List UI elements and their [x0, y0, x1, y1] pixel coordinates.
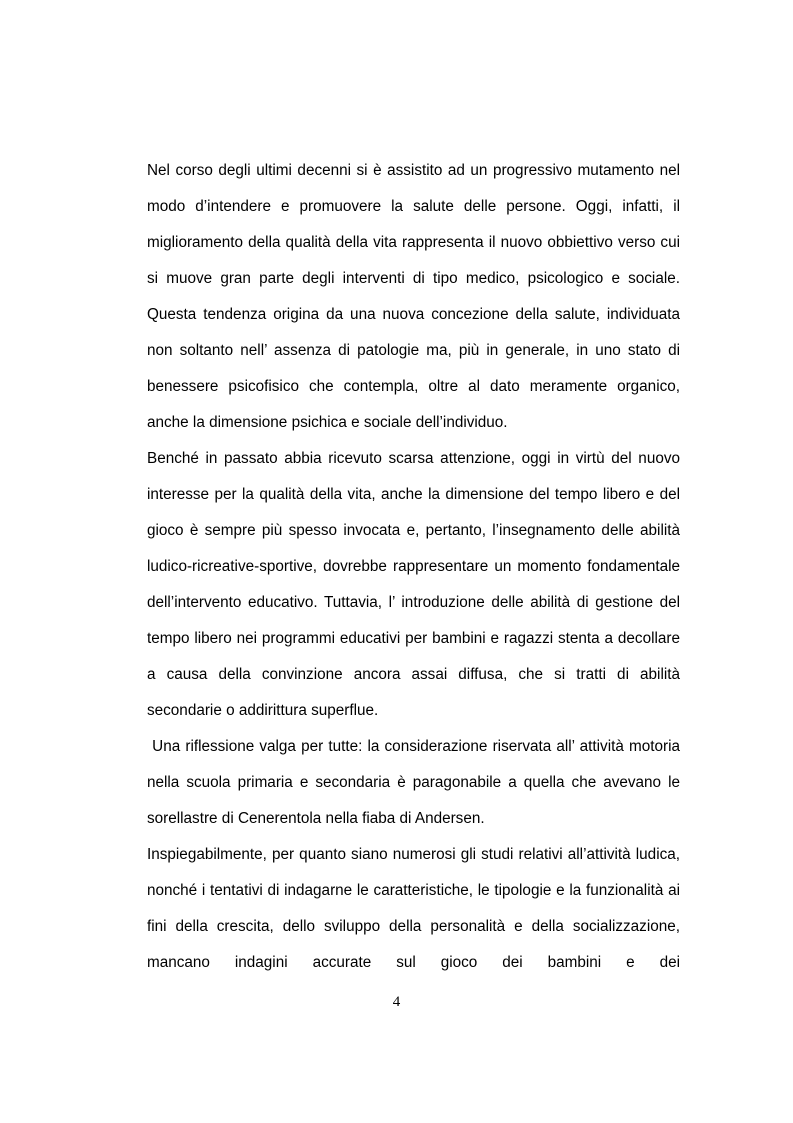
body-text — [147, 153, 685, 981]
paragraph-2: Benché in passato abbia ricevuto scarsa attenzione, oggi in virtù del nuovo interesse per la qualità della vita, anche la dimensione del tempo libero e del gioco è sempre più spesso invocata e, pertanto, l’insegnamento delle abilità ludico-ricreative-sportive, dovrebbe rappresentare un momento fondamentale dell’intervento educativo. Tuttavia, l’ introduzione delle abilità di gestione del tempo libero nei programmi educativi per bambini e ragazzi stenta a decollare a causa della convinzione ancora assai diffusa, che si tratti di abilità secondarie o addirittura superflue. — [147, 450, 680, 719]
page-number: 4 — [392, 994, 401, 1010]
paragraph-3: Una riflessione valga per tutte: la considerazione riservata all’ attività motoria nella scuola primaria e secondaria è paragonabile a quella che avevano le sorellastre di Cenerentola nella fiaba di Andersen. — [147, 738, 685, 827]
paragraph-1: Nel corso degli ultimi decenni si è assistito ad un progressivo mutamento nel modo d’intendere e promuovere la salute delle persone. Oggi, infatti, il miglioramento della qualità della vita rappresenta il nuovo obbiettivo verso cui si muove gran parte degli interventi di tipo medico, psicologico e sociale. Questa tendenza origina da una nuova concezione della salute, individuata non soltanto nell’ assenza di patologie ma, più in generale, in uno stato di benessere psicofisico che contempla, oltre al dato meramente organico, anche la dimensione psichica e sociale dell’individuo. — [147, 162, 680, 431]
paragraph-4: Inspiegabilmente, per quanto siano numerosi gli studi relativi all’attività ludica, nonché i tentativi di indagarne le caratteristiche, le tipologie e la funzionalità ai fini della crescita, dello sviluppo della personalità e della socializzazione, mancano indagini accurate sul gioco dei bambini e dei — [147, 846, 680, 971]
